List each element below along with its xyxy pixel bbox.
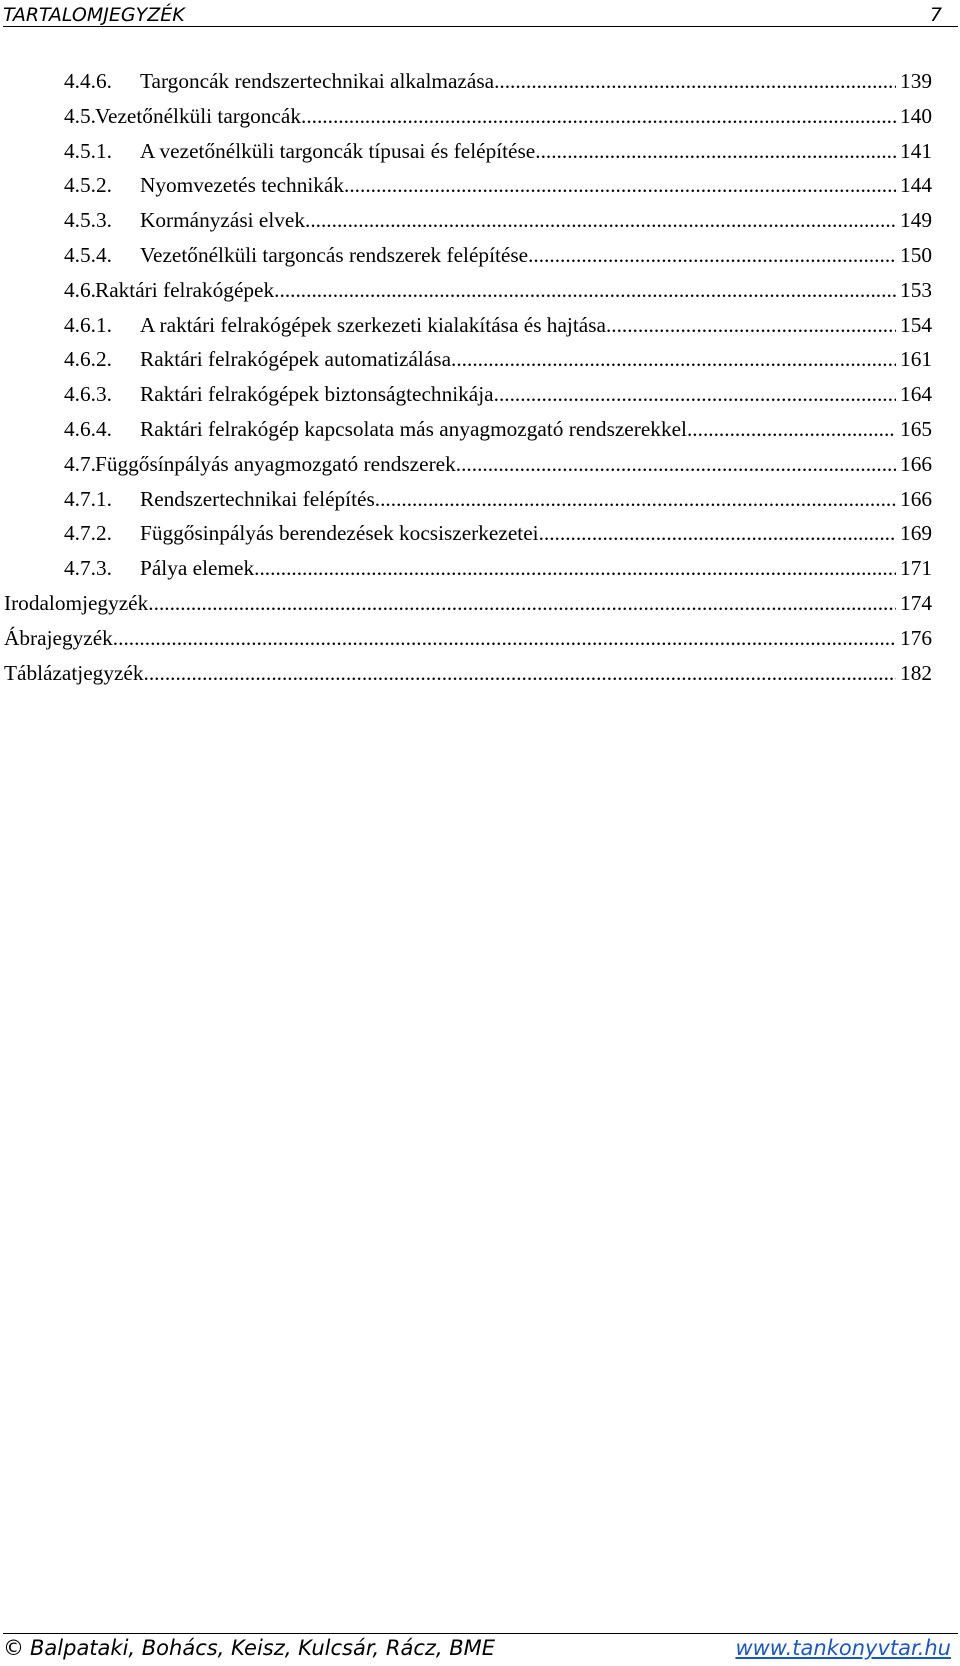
toc-entry-line bbox=[140, 482, 932, 517]
toc-dot-leader bbox=[344, 168, 896, 203]
toc-entry[interactable] bbox=[0, 621, 960, 656]
toc-entry-page: 150 bbox=[900, 242, 932, 267]
toc-entry-number: 4.7.2. bbox=[64, 521, 112, 546]
toc-entry-title: Raktári felrakógépek bbox=[95, 277, 275, 302]
toc-entry-title: Irodalomjegyzék bbox=[4, 590, 149, 615]
toc-entry-page: 140 bbox=[900, 103, 932, 128]
toc-entry-page: 176 bbox=[900, 625, 932, 650]
toc-entry[interactable] bbox=[0, 482, 960, 517]
toc-entry-page: 182 bbox=[900, 660, 932, 685]
toc-entry-page: 141 bbox=[900, 138, 932, 163]
toc-entry-page: 154 bbox=[900, 312, 932, 337]
toc-entry-number: 4.6.1. bbox=[64, 312, 112, 337]
toc-dot-leader bbox=[274, 273, 896, 308]
toc-entry-page: 174 bbox=[900, 590, 932, 615]
toc-entry-line bbox=[4, 656, 932, 691]
toc-entry-title: A raktári felrakógépek szerkezeti kialakítása és hajtása bbox=[140, 312, 606, 337]
page-header bbox=[3, 2, 958, 27]
toc-dot-leader bbox=[539, 516, 896, 551]
toc-entry-page: 165 bbox=[900, 416, 932, 441]
toc-dot-leader bbox=[456, 447, 896, 482]
toc-entry[interactable] bbox=[0, 308, 960, 343]
toc-entry-line bbox=[95, 447, 932, 482]
toc-entry-title: A vezetőnélküli targoncák típusai és felépítése bbox=[140, 138, 536, 163]
toc-entry[interactable] bbox=[0, 447, 960, 482]
toc-entry-title: Függősínpályás anyagmozgató rendszerek bbox=[95, 451, 456, 476]
toc-dot-leader bbox=[687, 412, 896, 447]
toc-entry-line bbox=[140, 203, 932, 238]
toc-entry-title: Vezetőnélküli targoncás rendszerek felépítése bbox=[140, 242, 529, 267]
toc-entry-line bbox=[140, 551, 932, 586]
toc-dot-leader bbox=[144, 656, 897, 691]
toc-entry-page: 161 bbox=[900, 347, 932, 372]
toc-entry-number: 4.5.4. bbox=[64, 242, 112, 267]
running-title: TARTALOMJEGYZÉK bbox=[3, 4, 185, 26]
toc-dot-leader bbox=[528, 238, 896, 273]
toc-entry[interactable] bbox=[0, 203, 960, 238]
toc-entry[interactable] bbox=[0, 64, 960, 99]
toc-entry-line bbox=[140, 238, 932, 273]
toc-entry[interactable] bbox=[0, 238, 960, 273]
toc-entry-title: Pálya elemek bbox=[140, 556, 255, 581]
toc-entry[interactable] bbox=[0, 516, 960, 551]
toc-dot-leader bbox=[535, 134, 896, 169]
toc-entry-number: 4.5.1. bbox=[64, 138, 112, 163]
footer-authors: Balpataki, Bohács, Keisz, Kulcsár, Rácz, BME bbox=[30, 1636, 496, 1660]
toc-entry-line bbox=[140, 516, 932, 551]
toc-dot-leader bbox=[606, 308, 896, 343]
page-footer bbox=[3, 1633, 958, 1664]
toc-entry-page: 171 bbox=[900, 556, 932, 581]
toc-entry-page: 166 bbox=[900, 486, 932, 511]
toc-entry-page: 153 bbox=[900, 277, 932, 302]
toc-dot-leader bbox=[305, 203, 896, 238]
toc-entry[interactable] bbox=[0, 168, 960, 203]
toc-entry-number: 4.6.3. bbox=[64, 382, 112, 407]
toc-entry-title: Raktári felrakógép kapcsolata más anyagmozgató rendszerekkel bbox=[140, 416, 687, 441]
toc-entry[interactable] bbox=[0, 377, 960, 412]
toc-entry-line bbox=[140, 168, 932, 203]
page-number: 7 bbox=[929, 4, 942, 26]
toc-entry-line bbox=[140, 342, 932, 377]
toc-entry-line bbox=[140, 134, 932, 169]
toc-dot-leader bbox=[494, 377, 896, 412]
toc-entry-title: Nyomvezetés technikák bbox=[140, 173, 345, 198]
toc-entry-title: Függősinpályás berendezések kocsiszerkezetei bbox=[140, 521, 539, 546]
toc-entry[interactable] bbox=[0, 551, 960, 586]
toc-entry[interactable] bbox=[0, 656, 960, 691]
toc-entry-title: Kormányzási elvek bbox=[140, 208, 305, 233]
toc-entry-line bbox=[95, 273, 932, 308]
toc-entry-title: Vezetőnélküli targoncák bbox=[95, 103, 301, 128]
toc-entry[interactable] bbox=[0, 99, 960, 134]
toc-entry-line bbox=[140, 377, 932, 412]
toc-entry-page: 164 bbox=[900, 382, 932, 407]
toc-entry-line bbox=[140, 64, 932, 99]
toc-entry[interactable] bbox=[0, 412, 960, 447]
toc-dot-leader bbox=[148, 586, 896, 621]
toc-entry-page: 149 bbox=[900, 208, 932, 233]
toc-dot-leader bbox=[301, 99, 896, 134]
toc-entry[interactable] bbox=[0, 342, 960, 377]
toc-dot-leader bbox=[254, 551, 896, 586]
toc-entry-title: Táblázatjegyzék bbox=[4, 660, 144, 685]
toc-entry-line bbox=[140, 308, 932, 343]
toc-entry-title: Raktári felrakógépek automatizálása bbox=[140, 347, 452, 372]
toc-entry-number: 4.4.6. bbox=[64, 69, 112, 93]
toc-dot-leader bbox=[113, 621, 896, 656]
toc-entry-number: 4.6.2. bbox=[64, 347, 112, 372]
toc-entry-number: 4.5.2. bbox=[64, 173, 112, 198]
toc-dot-leader bbox=[494, 64, 896, 99]
table-of-contents bbox=[0, 64, 960, 690]
toc-dot-leader bbox=[451, 342, 896, 377]
toc-entry-line bbox=[4, 586, 932, 621]
toc-entry-number: 4.6.4. bbox=[64, 416, 112, 441]
toc-entry-title: Ábrajegyzék bbox=[4, 625, 113, 650]
toc-entry-title: Rendszertechnikai felépítés bbox=[140, 486, 375, 511]
toc-entry-title: Raktári felrakógépek biztonságtechnikája bbox=[140, 382, 494, 407]
toc-entry-page: 166 bbox=[900, 451, 932, 476]
toc-entry-page: 144 bbox=[900, 173, 932, 198]
toc-entry-page: 169 bbox=[900, 521, 932, 546]
toc-entry-page: 139 bbox=[900, 69, 932, 93]
toc-entry-number: 4.6. bbox=[64, 277, 96, 302]
toc-entry-number: 4.5.3. bbox=[64, 208, 112, 233]
toc-entry[interactable] bbox=[0, 586, 960, 621]
toc-entry-line bbox=[4, 621, 932, 656]
toc-entry[interactable] bbox=[0, 273, 960, 308]
toc-dot-leader bbox=[375, 482, 896, 517]
footer-authors-line bbox=[3, 1636, 495, 1660]
toc-entry-line bbox=[140, 412, 932, 447]
copyright-icon: © bbox=[3, 1636, 24, 1660]
toc-entry-number: 4.7.1. bbox=[64, 486, 112, 511]
toc-entry-number: 4.5. bbox=[64, 103, 96, 128]
toc-entry-number: 4.7.3. bbox=[64, 556, 112, 581]
toc-entry-title: Targoncák rendszertechnikai alkalmazása bbox=[140, 69, 495, 93]
toc-entry[interactable] bbox=[0, 134, 960, 169]
footer-site-link[interactable]: www.tankonyvtar.hu bbox=[735, 1636, 951, 1660]
toc-entry-line bbox=[95, 99, 932, 134]
toc-entry-number: 4.7. bbox=[64, 451, 96, 476]
